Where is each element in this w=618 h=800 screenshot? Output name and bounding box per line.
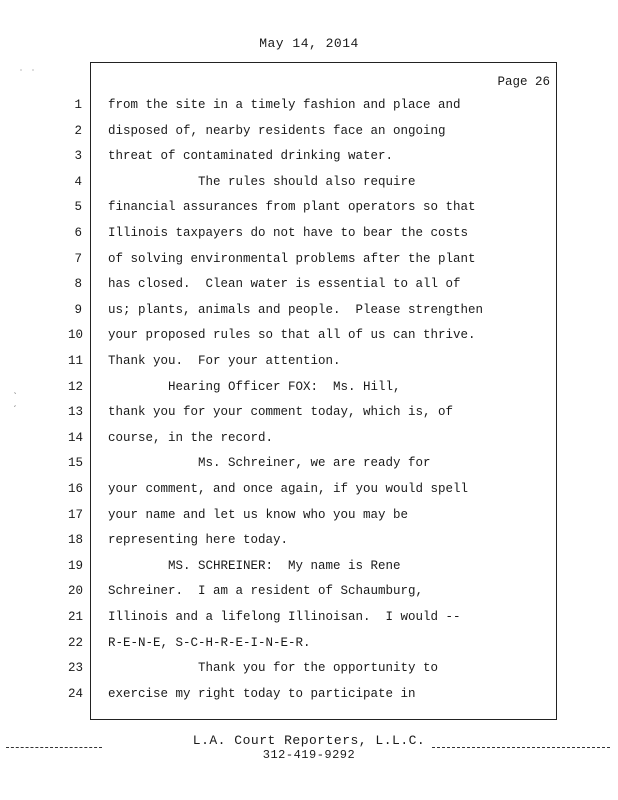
transcript-line	[0, 610, 560, 630]
transcript-line	[0, 559, 560, 579]
line-text: Illinois and a lifelong Illinoisan. I would --	[108, 610, 461, 624]
line-text: representing here today.	[108, 533, 289, 548]
line-text: MS. SCHREINER: My name is Rene	[108, 558, 401, 573]
court-reporter-name: L.A. Court Reporters, L.L.C.	[192, 733, 426, 748]
line-text: Thank you. For your attention.	[108, 354, 341, 368]
line-text: threat of contaminated drinking water.	[108, 149, 394, 164]
transcript-line	[0, 303, 560, 323]
line-text: of solving environmental problems after the plant	[108, 251, 476, 266]
line-text: us; plants, animals and people. Please strengthen	[108, 302, 484, 317]
transcript-line	[0, 354, 560, 374]
line-number: 16	[68, 482, 84, 496]
line-number: 14	[68, 430, 84, 445]
line-text: exercise my right today to participate in	[108, 686, 416, 701]
line-number: 1	[74, 98, 82, 112]
transcript-line	[0, 175, 560, 195]
transcript-line	[0, 98, 560, 118]
transcript-line	[0, 431, 560, 451]
line-number: 21	[68, 610, 84, 624]
line-number: 17	[68, 507, 84, 522]
transcript-line	[0, 277, 560, 297]
line-text: your name and let us know who you may be	[108, 507, 409, 522]
line-text: from the site in a timely fashion and place and	[108, 98, 461, 112]
transcript-line	[0, 533, 560, 553]
transcript-line	[0, 508, 560, 528]
transcript-line	[0, 636, 560, 656]
line-number: 7	[74, 251, 82, 266]
line-number: 13	[68, 405, 84, 420]
transcript-line	[0, 661, 560, 681]
transcript-line	[0, 380, 560, 400]
line-number: 10	[68, 328, 84, 343]
line-number: 15	[68, 456, 84, 471]
line-number: 18	[68, 533, 84, 548]
line-number: 8	[74, 277, 82, 292]
line-text: course, in the record.	[108, 430, 274, 445]
line-text: Schreiner. I am a resident of Schaumburg,	[108, 584, 424, 599]
line-text: financial assurances from plant operators so that	[108, 200, 476, 215]
line-text: your comment, and once again, if you would spell	[108, 482, 469, 496]
line-number: 6	[74, 226, 82, 240]
transcript-line	[0, 482, 560, 502]
line-text: Thank you for the opportunity to	[108, 661, 439, 676]
line-text: Illinois taxpayers do not have to bear the costs	[108, 226, 469, 240]
line-number: 4	[74, 174, 82, 189]
transcript-line	[0, 252, 560, 272]
line-number: 3	[74, 149, 82, 164]
transcript-line	[0, 124, 560, 144]
line-text: Ms. Schreiner, we are ready for	[108, 456, 431, 471]
transcript-line	[0, 405, 560, 425]
transcript-line	[0, 328, 560, 348]
line-number: 24	[68, 686, 84, 701]
line-text: R-E-N-E, S-C-H-R-E-I-N-E-R.	[108, 635, 311, 650]
line-number: 23	[68, 661, 84, 676]
transcript-line	[0, 687, 560, 707]
scan-mark: ˏ	[12, 398, 19, 409]
line-number: 11	[68, 354, 84, 368]
transcript-date: May 14, 2014	[259, 36, 359, 51]
line-number: 5	[74, 200, 82, 215]
transcript-line	[0, 456, 560, 476]
scan-mark: ˙ ˙	[18, 70, 37, 81]
line-number: 20	[68, 584, 84, 599]
scan-mark: ˎ	[12, 385, 19, 396]
line-text: thank you for your comment today, which is, of	[108, 405, 454, 420]
transcript-line	[0, 226, 560, 246]
transcript-line	[0, 584, 560, 604]
line-number: 9	[74, 302, 82, 317]
line-text: your proposed rules so that all of us can thrive.	[108, 328, 476, 343]
line-number: 2	[74, 123, 82, 138]
page-number: Page 26	[497, 75, 550, 89]
transcript-line	[0, 149, 560, 169]
transcript-line	[0, 200, 560, 220]
line-number: 19	[68, 558, 84, 573]
line-number: 22	[68, 635, 84, 650]
line-text: has closed. Clean water is essential to all of	[108, 277, 461, 292]
line-text: The rules should also require	[108, 174, 416, 189]
line-number: 12	[68, 379, 84, 394]
line-text: disposed of, nearby residents face an ongoing	[108, 123, 446, 138]
court-reporter-phone: 312-419-9292	[262, 748, 356, 762]
line-text: Hearing Officer FOX: Ms. Hill,	[108, 379, 401, 394]
